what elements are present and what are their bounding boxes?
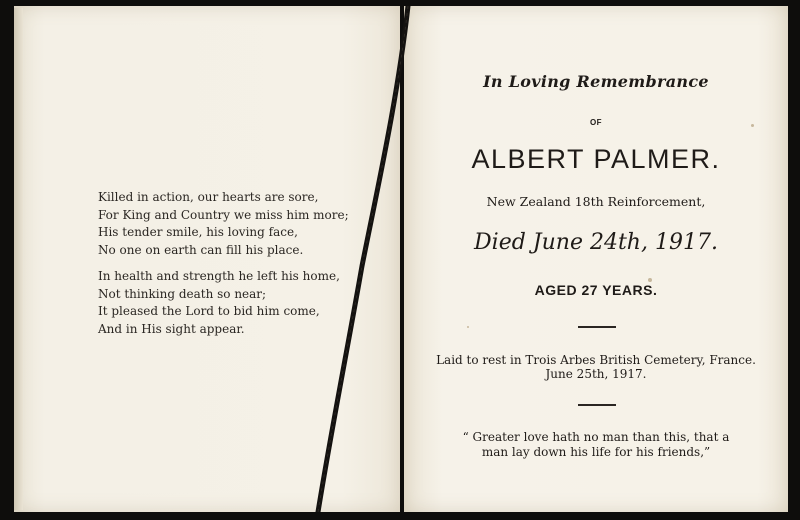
deceased-name: ALBERT PALMER. (471, 144, 721, 174)
poem-line: Killed in action, our hearts are sore, (98, 190, 319, 204)
military-unit: New Zealand 18th Reinforcement, (486, 194, 706, 209)
quote-line-2: man lay down his life for his friends,” (481, 445, 711, 459)
poem-line: His tender smile, his loving face, (98, 225, 298, 239)
poem-line: Not thinking death so near; (98, 286, 267, 301)
burial-date: June 25th, 1917. (545, 367, 647, 381)
poem-line: It pleased the Lord to bid him come, (98, 304, 320, 318)
date-of-death: Died June 24th, 1917. (474, 230, 718, 255)
poem-line: In health and strength he left his home, (98, 269, 340, 283)
poem-line: For King and Country we miss him more; (98, 207, 349, 222)
poem-line: No one on earth can fill his place. (98, 242, 304, 257)
burial-place: Laid to rest in Trois Arbes British Cemetery, France. (436, 353, 756, 367)
age-at-death: AGED 27 YEARS. (534, 282, 658, 298)
remembrance-heading: In Loving Remembrance (483, 72, 709, 91)
quote-line-1: “ Greater love hath no man than this, that a (462, 430, 730, 444)
poem-line: And in His sight appear. (98, 321, 245, 336)
binding-cord (6, 6, 794, 512)
of-label: OF (589, 118, 603, 127)
memorial-card (6, 6, 794, 512)
